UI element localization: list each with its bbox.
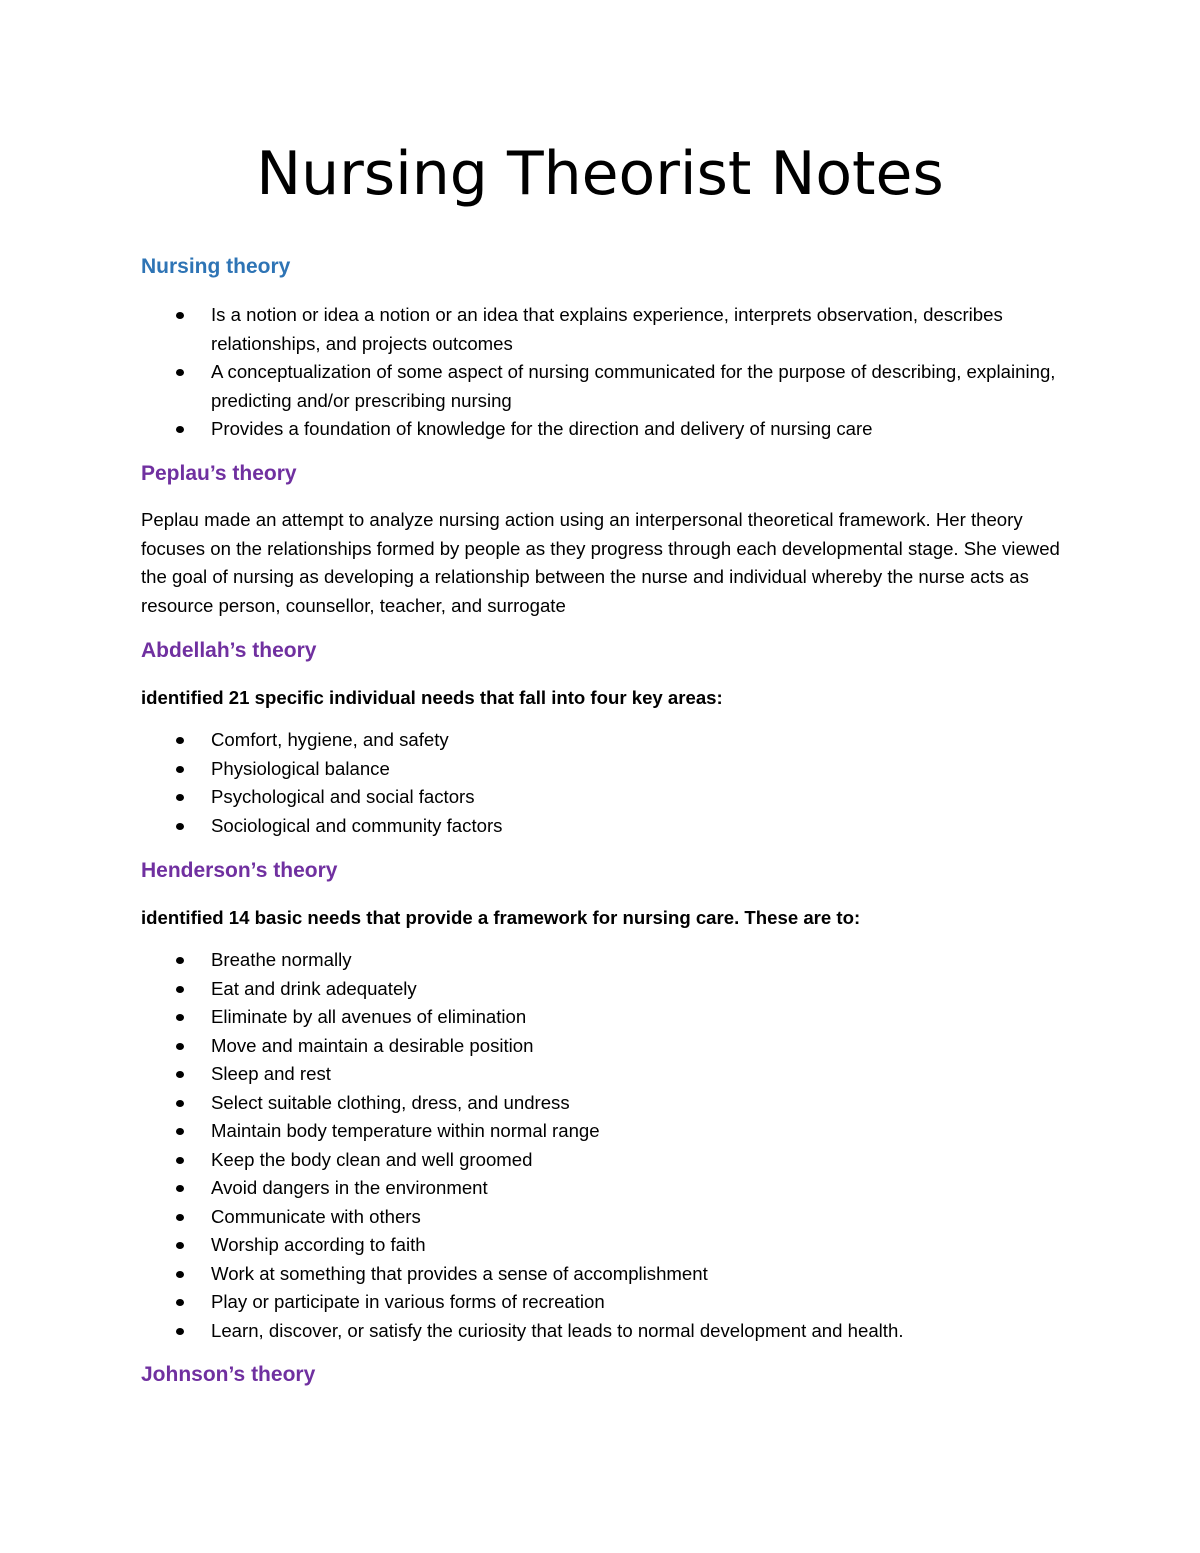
bullet-icon <box>176 1185 184 1192</box>
bullet-icon <box>176 369 184 376</box>
list-item: Worship according to faith <box>0 1231 1071 1260</box>
list-item: Comfort, hygiene, and safety <box>0 726 1071 755</box>
bullet-icon <box>176 312 184 319</box>
heading-johnson-theory: Johnson’s theory <box>141 1363 316 1386</box>
list-item: Psychological and social factors <box>0 783 1071 812</box>
heading-peplau-theory: Peplau’s theory <box>141 462 297 485</box>
list-item: Communicate with others <box>0 1203 1071 1232</box>
list-item: Learn, discover, or satisfy the curiosity that leads to normal development and health. <box>0 1317 1071 1346</box>
list-item: Physiological balance <box>0 755 1071 784</box>
list-item: Work at something that provides a sense of accomplishment <box>0 1260 1071 1289</box>
list-item: Keep the body clean and well groomed <box>0 1146 1071 1175</box>
list-item: Maintain body temperature within normal range <box>0 1117 1071 1146</box>
abdellah-list <box>0 726 1071 840</box>
bullet-icon <box>176 1328 184 1335</box>
heading-abdellah-theory: Abdellah’s theory <box>141 639 317 662</box>
bullet-icon <box>176 1043 184 1050</box>
list-item: Select suitable clothing, dress, and undress <box>0 1089 1071 1118</box>
bullet-icon <box>176 426 184 433</box>
list-item: Move and maintain a desirable position <box>0 1032 1071 1061</box>
henderson-lead: identified 14 basic needs that provide a framework for nursing care. These are to: <box>141 907 861 928</box>
bullet-icon <box>176 1100 184 1107</box>
bullet-icon <box>176 766 184 773</box>
bullet-icon <box>176 1299 184 1306</box>
heading-nursing-theory: Nursing theory <box>141 255 291 278</box>
list-item: Breathe normally <box>0 946 1071 975</box>
bullet-icon <box>176 957 184 964</box>
bullet-icon <box>176 1271 184 1278</box>
bullet-icon <box>176 1071 184 1078</box>
list-item: Sociological and community factors <box>0 812 1071 841</box>
bullet-icon <box>176 1157 184 1164</box>
bullet-icon <box>176 794 184 801</box>
page-title: Nursing Theorist Notes <box>256 139 944 209</box>
bullet-icon <box>176 1214 184 1221</box>
bullet-icon <box>176 1128 184 1135</box>
bullet-icon <box>176 986 184 993</box>
bullet-icon <box>176 737 184 744</box>
list-item: A conceptualization of some aspect of nursing communicated for the purpose of describing, explaining, predicting and/or prescribing nursing <box>0 358 1071 415</box>
list-item: Provides a foundation of knowledge for the direction and delivery of nursing care <box>0 415 1071 444</box>
list-item: Avoid dangers in the environment <box>0 1174 1071 1203</box>
list-item: Play or participate in various forms of recreation <box>0 1288 1071 1317</box>
bullet-icon <box>176 1242 184 1249</box>
abdellah-lead: identified 21 specific individual needs that fall into four key areas: <box>141 687 723 708</box>
list-item: Eliminate by all avenues of elimination <box>0 1003 1071 1032</box>
list-item: Is a notion or idea a notion or an idea that explains experience, interprets observation, describes relationships, and projects outcomes <box>0 301 1071 358</box>
bullet-icon <box>176 1014 184 1021</box>
list-item: Sleep and rest <box>0 1060 1071 1089</box>
nursing-theory-list <box>0 301 1071 444</box>
bullet-icon <box>176 823 184 830</box>
peplau-paragraph: Peplau made an attempt to analyze nursing action using an interpersonal theoretical framework. Her theory focuses on the relationships formed by people as they progress through each developmental stage. She viewed the goal of nursing as developing a relationship between the nurse and individual whereby the nurse acts as resource person, counsellor, teacher, and surrogate <box>141 509 1060 616</box>
heading-henderson-theory: Henderson’s theory <box>141 859 338 882</box>
list-item: Eat and drink adequately <box>0 975 1071 1004</box>
henderson-list <box>0 946 1071 1345</box>
